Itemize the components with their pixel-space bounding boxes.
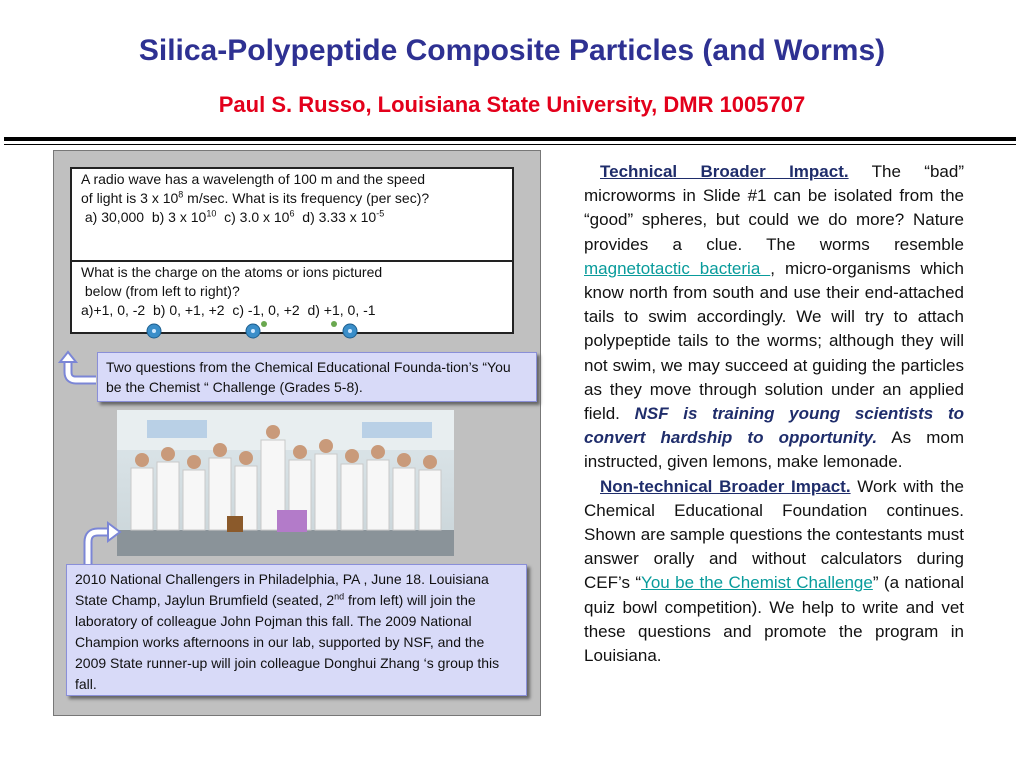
question1-line1: A radio wave has a wavelength of 100 m and the speed xyxy=(81,171,426,187)
atom-icon-2 xyxy=(245,323,261,339)
question1-line2: of light is 3 x $10^8$ m/sec. What is its frequency (per sec)? xyxy=(81,189,430,206)
link-you-be-the-chemist[interactable]: You be the Chemist Challenge xyxy=(641,573,873,593)
question2-line1: What is the charge on the atoms or ions pictured xyxy=(81,264,383,280)
small-dot-2 xyxy=(330,320,338,328)
slide-subtitle: Paul S. Russo, Louisiana State University, DMR 1005707 xyxy=(218,92,806,117)
link-magnetotactic-bacteria[interactable]: magnetotactic bacteria xyxy=(584,258,771,278)
nsf-emphasis: NSF is training young scientists to convert hardship to opportunity. xyxy=(584,404,964,448)
small-dot-1 xyxy=(260,320,268,328)
question-box-2 xyxy=(70,260,514,334)
paragraph-technical: Technical Broader Impact. The “bad” microworms in Slide #1 can be isolated from the “good” spheres, but could we do more? Nature provides a clue. The worms resemble magnetotactic bacteria , micro-organisms which know north from south and use their end-attached tails to swim accordingly. We will try to attach polypeptide tails to the worms; although they will not swim, we may succeed at guiding the particles as they move through solution under an applied field. NSF is training young scientists to convert hardship to opportunity. As mom instructed, given lemons, make lemonade. xyxy=(584,162,964,472)
divider-thick xyxy=(4,137,1016,141)
question-box-1 xyxy=(70,167,514,262)
atom-icon-1 xyxy=(146,323,162,339)
paragraph-nontechnical: Non-technical Broader Impact. Work with the Chemical Educational Foundation continues. Shown are sample questions the contestants must answer orally and without calculators during CEF’s “You be the Chemist Challenge” (a national quiz bowl competition). We help to write and vet these questions and promote the program in Louisiana. xyxy=(584,476,964,666)
caption-photo: 2010 National Challengers in Philadelphia, PA , June 18. Louisiana State Champ, Jaylun Brumfield (seated, 2nd from left) will join the laboratory of colleague John Pojman this fall. The 2009 National Champion works afternoons in our lab, supported by NSF, and the 2009 State runner-up will join colleague Donghui Zhang ‘s group this fall. xyxy=(66,564,527,696)
curved-arrow-icon-1 xyxy=(58,350,102,386)
slide-title: Silica-Polypeptide Composite Particles (and Worms) xyxy=(138,34,886,67)
question2-answers: a)+1, 0, -2 b) 0, +1, +2 c) -1, 0, +2 d) +1, 0, -1 xyxy=(81,302,376,318)
question1-answers: a) 30,000 b) 3 x $10^{10}$ c) 3.0 x $10^6$ d) 3.33 x $10^{-5}$ xyxy=(81,208,385,225)
broader-impact-text xyxy=(584,160,964,668)
photo-figures xyxy=(117,410,454,556)
atom-icon-3 xyxy=(342,323,358,339)
heading-technical: Technical Broader Impact. xyxy=(600,162,849,181)
question2-line2: below (from left to right)? xyxy=(81,283,240,299)
divider-thin xyxy=(4,144,1016,145)
caption-questions: Two questions from the Chemical Educational Founda-tion’s “You be the Chemist “ Challenge (Grades 5-8). xyxy=(97,352,537,402)
heading-nontechnical: Non-technical Broader Impact. xyxy=(600,476,851,496)
curved-arrow-icon-2 xyxy=(72,520,122,566)
group-photo xyxy=(117,410,454,556)
